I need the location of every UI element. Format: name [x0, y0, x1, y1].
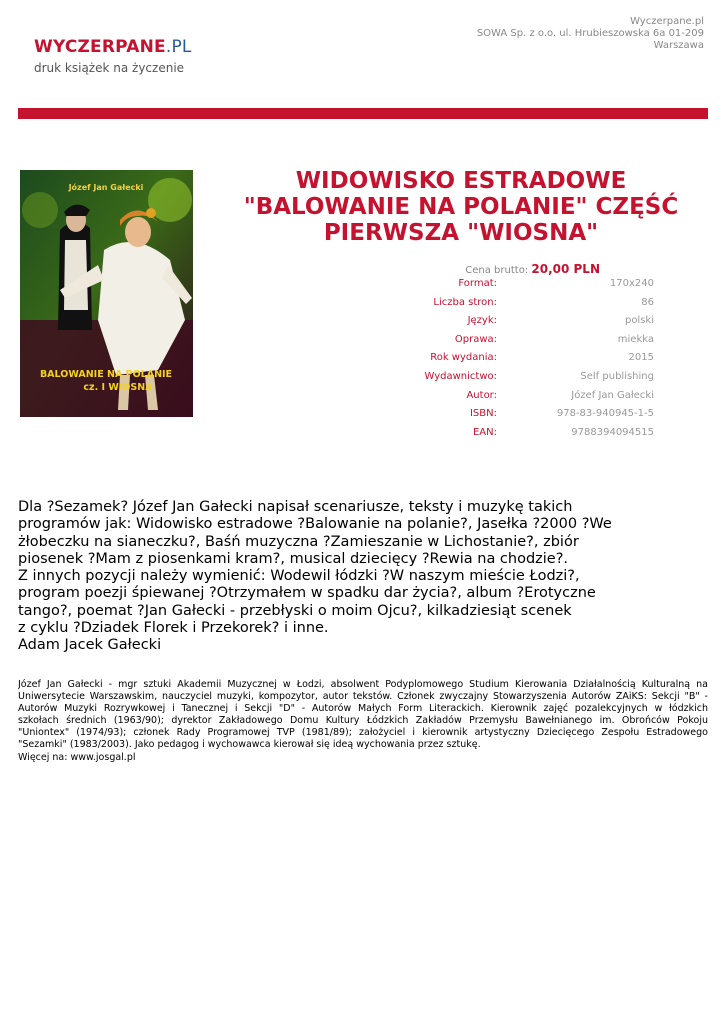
detail-row-language [380, 315, 654, 334]
detail-value: Józef Jan Gałecki [571, 389, 654, 401]
detail-row-pages [380, 297, 654, 316]
detail-value: Self publishing [580, 370, 654, 382]
book-description [18, 499, 713, 655]
detail-label: Autor: [466, 389, 497, 401]
book-cover-image [20, 170, 193, 417]
description-line: Dla ?Sezamek? Józef Jan Gałecki napisał scenariusze, teksty i muzykę takich [18, 499, 573, 515]
description-line: piosenek ?Mam z piosenkami kram?, musical dziecięcy ?Rewia na chodzie?. [18, 550, 569, 567]
description-line: żłobeczku na sianeczku?, Baśń muzyczna ?Zamieszanie w Lichostanie?, zbiór [18, 533, 579, 550]
detail-label: Format: [458, 278, 497, 289]
price-value: 20,00 PLN [531, 262, 600, 276]
detail-value: miekka [617, 333, 654, 345]
detail-row-year [380, 352, 654, 371]
detail-value: 978-83-940945-1-5 [556, 408, 654, 420]
bio-line: Józef Jan Gałecki - mgr sztuki Akademii Muzycznej w Łodzi, absolwent Podyplomowego Studium Kierowania Działalnością Kulturalną na [18, 679, 708, 690]
description-line: tango?, poemat ?Jan Gałecki - przebłyski o moim Ojcu?, kilkadziesiąt scenek [18, 602, 572, 619]
company-address [477, 16, 704, 52]
detail-label: Oprawa: [454, 333, 497, 345]
detail-value: polski [624, 315, 654, 327]
detail-row-format [380, 278, 654, 297]
detail-label: Wydawnictwo: [424, 370, 497, 382]
header-divider-bar [18, 108, 708, 119]
detail-label: ISBN: [469, 408, 497, 420]
detail-value: 170x240 [609, 278, 654, 289]
detail-value: 86 [641, 296, 654, 308]
bio-line: szkołach średnich (1963/90); dyrektor Zakładowego Domu Kultury Łódzkich Zakładów Przemysłu Bawełnianego im. Obrońców Pokoju [18, 715, 708, 727]
detail-row-ean [380, 427, 654, 446]
price-label: Cena brutto: [465, 265, 529, 276]
description-line: Adam Jacek Gałecki [18, 637, 162, 654]
bio-line: Autorów Muzyki Rozrywkowej i Tanecznej i Sekcji "D" - Autorów Małych Form Literackich. Kierownik zajęć pozalekcyjnych w łódzkich [18, 703, 708, 715]
author-website-link[interactable]: Więcej na: www.josgal.pl [18, 751, 136, 763]
book-title: WIDOWISKO ESTRADOWE "BALOWANIE NA POLANIE" CZĘŚĆ PIERWSZA "WIOSNA" [243, 168, 679, 246]
price-line [380, 262, 600, 276]
description-line: Z innych pozycji należy wymienić: Wodewil łódzki ?W naszym mieście Łodzi?, [18, 568, 580, 585]
description-line: z cyklu ?Dziadek Florek i Przekorek? i inne. [18, 620, 329, 637]
logo-tagline: druk książek na życzenie [34, 61, 185, 75]
site-logo[interactable] [34, 37, 192, 75]
cover-author: Józef Jan Gałecki [68, 183, 144, 192]
cover-title-line2: cz. I WIOSNA [83, 382, 153, 393]
detail-label: EAN: [472, 426, 497, 438]
detail-row-publisher [380, 371, 654, 390]
company-line: Wyczerpane.pl [630, 16, 704, 27]
company-line: SOWA Sp. z o.o. ul. Hrubieszowska 6a 01-209 [476, 28, 704, 39]
detail-row-binding [380, 334, 654, 353]
description-line: program poezji śpiewanej ?Otrzymałem w spadku dar życia?, album ?Erotyczne [18, 585, 596, 602]
detail-row-author [380, 390, 654, 409]
description-line: programów jak: Widowisko estradowe ?Balowanie na polanie?, Jasełka ?2000 ?We [18, 516, 612, 533]
author-bio [18, 679, 708, 764]
bio-line: Uniwersytecie Warszawskim, nauczyciel muzyki, kompozytor, autor tekstów. Członek zwyczajny Stowarzyszenia Autorów ZAiKS: Sekcji "B" - [18, 691, 708, 703]
book-details-table [380, 278, 654, 445]
detail-row-isbn [380, 408, 654, 427]
bio-line: "Sezamki" (1983/2003). Jako pedagog i wychowawca kierował się ideą wychowania przez sztukę. [18, 739, 481, 751]
logo-tld: .PL [165, 37, 192, 57]
cover-title-line1: BALOWANIE NA POLANIE [39, 369, 173, 380]
detail-label: Rok wydania: [430, 352, 497, 364]
detail-value: 9788394094515 [571, 426, 654, 438]
detail-label: Liczba stron: [433, 296, 497, 308]
detail-value: 2015 [628, 352, 654, 364]
logo-wordmark [34, 37, 192, 57]
company-line: Warszawa [653, 40, 704, 51]
logo-brand: WYCZERPANE [34, 37, 166, 57]
bio-line: "Uniontex" (1974/93); członek Rady Programowej TVP (1981/89); założyciel i kierownik artystyczny Dziecięcego Zespołu Estradowego [18, 727, 708, 739]
detail-label: Język: [467, 315, 497, 327]
